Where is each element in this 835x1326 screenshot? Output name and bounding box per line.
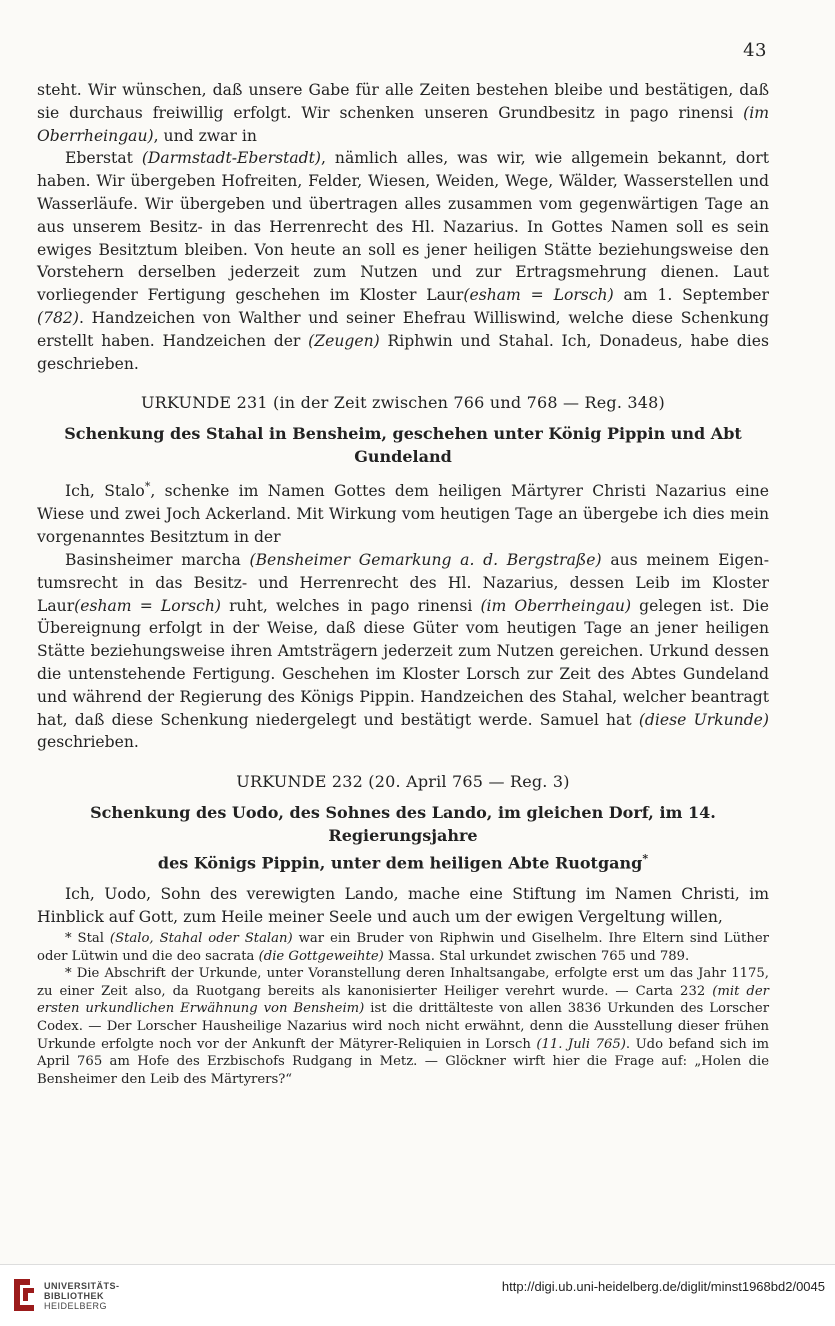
text-run: * Die Abschrift der Urkunde, unter Voranstellung deren Inhaltsangabe, erfolgte erst um das Jahr 1175, zu einer Zeit also, da Ruotgang bereits als kanonisierter Heiliger verehrt wurde. — Carta 232 — [37, 966, 769, 999]
text-run: , und zwar in — [153, 126, 257, 145]
text-run: . Handzeichen von Walther und seiner Ehefrau Williswind, welche diese Schenkung erstellt haben. Handzeichen der — [37, 308, 769, 350]
footnote — [37, 965, 769, 1088]
italic-gloss: (esham = Lorsch) — [74, 596, 221, 615]
italic-gloss: (11. Juli 765) — [536, 1036, 626, 1052]
paragraph — [37, 476, 769, 549]
text-run: Basinsheimer marcha — [65, 550, 250, 569]
library-footer — [0, 1264, 835, 1326]
urkunde-232-heading: URKUNDE 232 (20. April 765 — Reg. 3) — [236, 772, 570, 792]
italic-gloss: (Bensheimer Gemarkung a. d. Bergstraße) — [249, 550, 602, 569]
text-run: , nämlich alles, was wir, wie allgemein bekannt, dort haben. Wir übergeben Hofreiten, Felder, Wiesen, Weiden, Wege, Wälder, Wasserstellen und Wasserläufe. Wir übergeben und übertragen alles zusammen vom gegenwärtigen Tage an aus unserem Besitz- in das Herrenrecht des Hl. Nazarius. In Gottes Namen soll es sein ewiges Besitztum bleiben. Von heute an soll es jener heiligen Stätte beziehungsweise den Vorstehern derselben jederzeit zum Nutzen und zur Ertragsmehrung dienen. Laut vorliegender Fertigung geschehen im Kloster Laur — [37, 149, 770, 305]
paragraph — [37, 147, 769, 375]
text-run: ist die drittälteste von allen 3836 Urkunden des Lorscher Codex. — Der Lorscher Hausheilige Nazarius wird noch nicht erwähnt, denn die Ausstellung dieser frühen Urkunde erfolgte noch vor der Ankunft der Mätyrer-Reliquien in Lorsch — [37, 1001, 769, 1052]
subheading-line2: des Königs Pippin, unter dem heiligen Abte Ruotgang — [157, 853, 643, 873]
paragraph — [37, 79, 769, 147]
urkunde-231-subheading: Schenkung des Stahal in Bensheim, geschehen unter König Pippin und Abt Gundeland — [64, 424, 742, 467]
library-name — [44, 1281, 120, 1311]
italic-gloss: (782) — [37, 308, 79, 327]
italic-gloss: (esham = Lorsch) — [463, 286, 614, 305]
italic-gloss: (im Oberrheingau) — [480, 596, 632, 615]
footnote-mark: * — [642, 852, 649, 866]
text-run: war ein Bruder von Riphwin und Giselhelm. Ihre Eltern sind Lüther oder Lütwin und die deo sacrata — [37, 931, 769, 964]
footnote-mark: * — [144, 480, 151, 494]
footnote — [37, 930, 769, 965]
urkunde-231-heading: URKUNDE 231 (in der Zeit zwischen 766 und 768 — Reg. 348) — [141, 393, 665, 413]
italic-gloss: (Darmstadt-Eberstadt) — [141, 149, 321, 168]
italic-gloss: (die Gottgeweihte) — [258, 948, 384, 964]
text-run: aus meinem Eigentumsrecht in das Besitz- und Herrenrecht des Hl. Nazarius, dessen Leib im Kloster Laur — [37, 550, 769, 615]
footnotes — [37, 930, 769, 1088]
paragraph: Ich, Uodo, Sohn des verewigten Lando, mache eine Stiftung im Namen Christi, im Hinblick auf Gott, zum Heile meiner Seele und auch um der ewigen Vergeltung willen, — [37, 885, 769, 927]
italic-gloss: (Stalo, Stahal oder Stalan) — [109, 931, 293, 946]
text-run: Eberstat — [65, 149, 142, 168]
paragraph — [37, 549, 769, 754]
library-line1: UNIVERSITÄTS- — [44, 1281, 120, 1291]
italic-gloss: (mit der ersten urkundlichen Erwähnung von Bensheim) — [37, 983, 769, 1017]
text-run: steht. Wir wünschen, daß unsere Gabe für alle Zeiten bestehen bleibe und bestätigen, daß sie durchaus freiwillig erfolgt. Wir schenken unseren Grundbesitz in pago rinensi — [37, 81, 769, 122]
library-line2: BIBLIOTHEK — [44, 1291, 104, 1301]
text-column — [37, 79, 769, 929]
text-run: am 1. September — [613, 286, 769, 305]
italic-gloss: (im Oberrheingau) — [37, 103, 769, 145]
text-run: , schenke im Namen Gottes dem heiligen Märtyrer Christi Nazarius eine Wiese und zwei Joch Ackerland. Mit Wirkung vom heutigen Tage an übergebe ich dies mein vorgenanntes Besitztum in der — [37, 482, 769, 547]
library-line3: HEIDELBERG — [44, 1301, 108, 1311]
library-logo-icon — [10, 1277, 38, 1313]
text-run: ruht, welches in pago rinensi — [220, 596, 481, 615]
source-url-link[interactable]: http://digi.ub.uni-heidelberg.de/diglit/minst1968bd2/0045 — [501, 1279, 825, 1294]
text-run: . Udo befand sich im April 765 am Hofe des Erzbischofs Rudgang in Metz. — Glöckner wirft hier die Frage auf: „Holen die Bensheimer den Leib des Märtyrers?“ — [37, 1036, 769, 1087]
text-run: Ich, Stalo — [65, 482, 145, 501]
urkunde-232-subheading — [37, 801, 769, 874]
text-run: * Stal — [65, 931, 110, 946]
text-run: geschrieben. — [37, 733, 139, 752]
italic-gloss: (diese Urkunde) — [638, 710, 769, 729]
text-run: gelegen ist. Die Übereignung erfolgt in der Weise, daß diese Güter vom heutigen Tage an jener heiligen Stätte beziehungsweise ihren Amtsträgern jederzeit zum Nutzen gereichen. Urkund dessen die untenstehende Fertigung. Geschehen im Kloster Lorsch zur Zeit des Abtes Gundeland und während der Regierung des Königs Pippin. Handzeichen des Stahal, welcher beantragt hat, daß diese Schenkung niedergelegt und bestätigt werde. Samuel hat — [37, 596, 769, 729]
text-run: Riphwin und Stahal. Ich, Donadeus, habe dies geschrieben. — [37, 331, 769, 373]
text-run: Massa. Stal urkundet zwischen 765 und 789. — [383, 948, 690, 964]
subheading-line1: Schenkung des Uodo, des Sohnes des Lando, im gleichen Dorf, im 14. Regierungsjahre — [90, 803, 716, 846]
italic-gloss: (Zeugen) — [308, 331, 380, 350]
page-number: 43 — [743, 40, 767, 61]
